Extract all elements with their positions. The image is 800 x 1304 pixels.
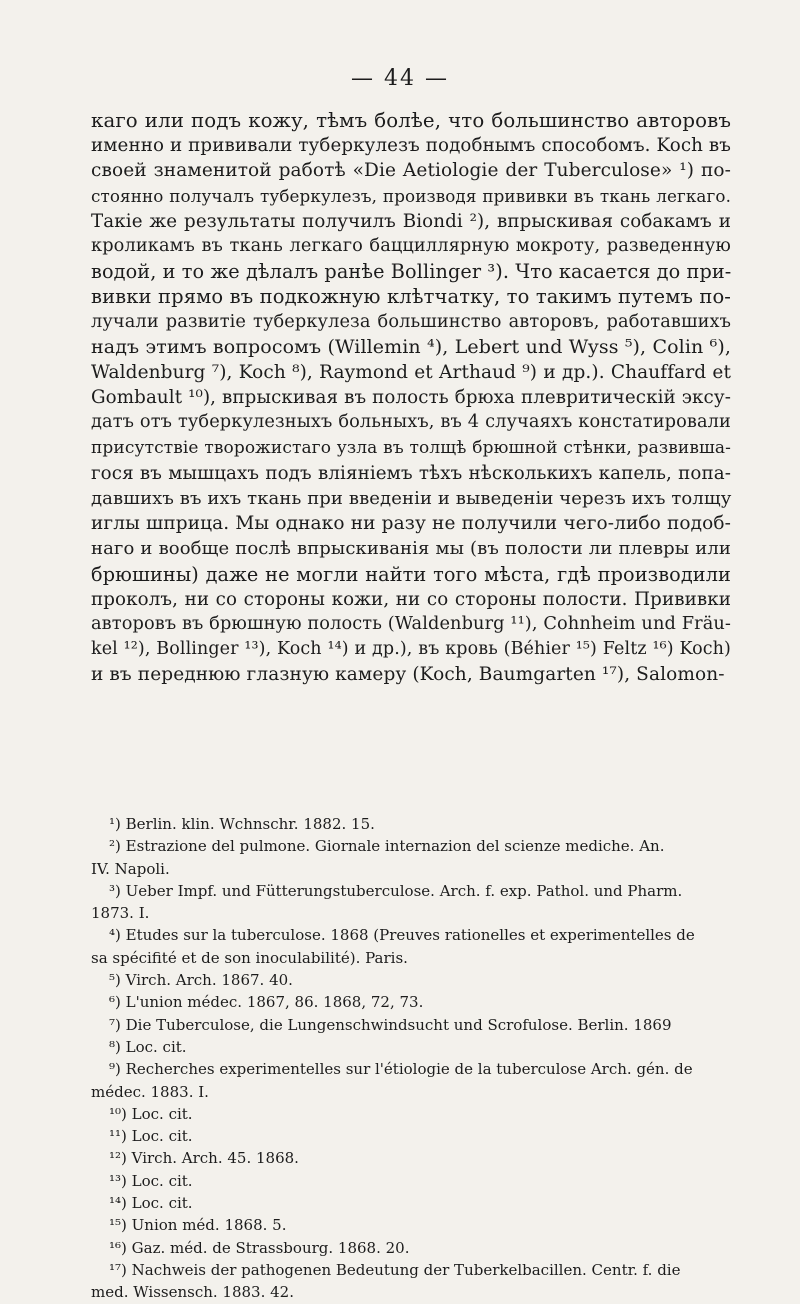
footnote: ⁸) Loc. cit. [109, 1037, 187, 1056]
text-line: кроликамъ въ ткань легкаго бацциллярную мокроту, разведенную [91, 236, 731, 257]
footnote: ¹) Berlin. klin. Wchnschr. 1882. 15. [109, 815, 375, 833]
text-line: каго или подъ кожу, тѣмъ болѣе, что большинство авторовъ [91, 109, 731, 132]
footnote: ¹¹) Loc. cit. [109, 1127, 193, 1146]
footnote: med. Wissensch. 1883. 42. [91, 1283, 294, 1302]
text-line: Такіе же результаты получилъ Biondi ²), впрыскивая собакамъ и [91, 210, 731, 232]
text-line: авторовъ въ брюшную полость (Waldenburg ¹¹), Cohnheim und Fräu- [91, 614, 732, 635]
text-line: надъ этимъ вопросомъ (Willemin ⁴), Lebert und Wyss ⁵), Colin ⁶), [91, 335, 731, 358]
text-line: своей знаменитой работѣ «Die Aetiologie der Tuberculose» ¹) по- [91, 160, 731, 182]
footnote: 1873. I. [91, 904, 150, 923]
footnote: ⁵) Virch. Arch. 1867. 40. [109, 971, 293, 990]
footnote: ⁴) Etudes sur la tuberculose. 1868 (Preuves rationelles et experimentelles de [109, 926, 695, 945]
text-line: присутствіе творожистаго узла въ толщѣ брюшной стѣнки, развивша- [91, 437, 731, 458]
text-line: водой, и то же дѣлалъ ранѣе Bollinger ³). Что касается до при- [91, 260, 732, 284]
footnote: ¹⁰) Loc. cit. [109, 1104, 193, 1123]
text-line: стоянно получалъ туберкулезъ, производя прививки въ ткань легкаго. [91, 185, 731, 206]
text-line: датъ отъ туберкулезныхъ больныхъ, въ 4 случаяхъ констатировали [91, 412, 731, 433]
body-text [91, 108, 731, 688]
footnote: médec. 1883. I. [91, 1082, 209, 1101]
footnote: sa spécifité et de son inoculabilité). Paris. [91, 948, 408, 967]
page-number: — 44 — [351, 66, 449, 91]
footnote: ³) Ueber Impf. und Fütterungstuberculose. Arch. f. exp. Pathol. und Pharm. [109, 881, 683, 900]
text-line: брюшины) даже не могли найти того мѣста, гдѣ производили [91, 562, 731, 586]
footnotes [91, 813, 731, 1304]
text-line: наго и вообще послѣ впрыскиванія мы (въ полости ли плевры или [91, 538, 731, 560]
text-line: и въ переднюю глазную камеру (Koch, Baumgarten ¹⁷), Salomon- [91, 664, 725, 686]
footnote: ¹⁴) Loc. cit. [109, 1194, 193, 1213]
footnote: ¹⁶) Gaz. méd. de Strassbourg. 1868. 20. [109, 1238, 410, 1257]
text-line: иглы шприца. Мы однако ни разу не получили чего-либо подоб- [91, 513, 731, 535]
footnote: ¹⁵) Union méd. 1868. 5. [109, 1216, 287, 1235]
footnote: ²) Estrazione del pulmone. Giornale internazion del scienze mediche. An. [109, 837, 665, 856]
footnote: ¹³) Loc. cit. [109, 1171, 193, 1190]
footnote: ¹⁷) Nachweis der pathogenen Bedeutung der Tuberkelbacillen. Centr. f. die [109, 1260, 681, 1279]
text-line: Gombault ¹⁰), впрыскивая въ полость брюха плевритическій эксу- [91, 387, 731, 409]
text-line: проколъ, ни со стороны кожи, ни со стороны полости. Прививки [91, 588, 731, 610]
text-line: вивки прямо въ подкожную клѣтчатку, то такимъ путемъ по- [91, 285, 731, 309]
text-line: давшихъ въ ихъ ткань при введеніи и выведеніи черезъ ихъ толщу [91, 488, 732, 510]
footnote: ⁷) Die Tuberculose, die Lungenschwindsucht und Scrofulose. Berlin. 1869 [109, 1015, 672, 1034]
text-line: именно и прививали туберкулезъ подобнымъ способомъ. Koch въ [91, 135, 731, 157]
text-line: гося въ мышцахъ подъ вліяніемъ тѣхъ нѣсколькихъ капель, попа- [91, 462, 731, 484]
footnote: ¹²) Virch. Arch. 45. 1868. [109, 1149, 299, 1168]
footnote: ⁶) L'union médec. 1867, 86. 1868, 72, 73. [109, 993, 424, 1012]
footnote: ⁹) Recherches experimentelles sur l'étiologie de la tuberculose Arch. gén. de [109, 1060, 693, 1079]
text-line: Waldenburg ⁷), Koch ⁸), Raymond et Arthaud ⁹) и др.). Chauffard et [91, 362, 731, 384]
text-line: лучали развитіе туберкулеза большинство авторовъ, работавшихъ [91, 311, 731, 332]
footnote: IV. Napoli. [91, 859, 170, 878]
text-line: kel ¹²), Bollinger ¹³), Koch ¹⁴) и др.), въ кровь (Béhier ¹⁵) Feltz ¹⁶) Koch) [91, 639, 731, 660]
